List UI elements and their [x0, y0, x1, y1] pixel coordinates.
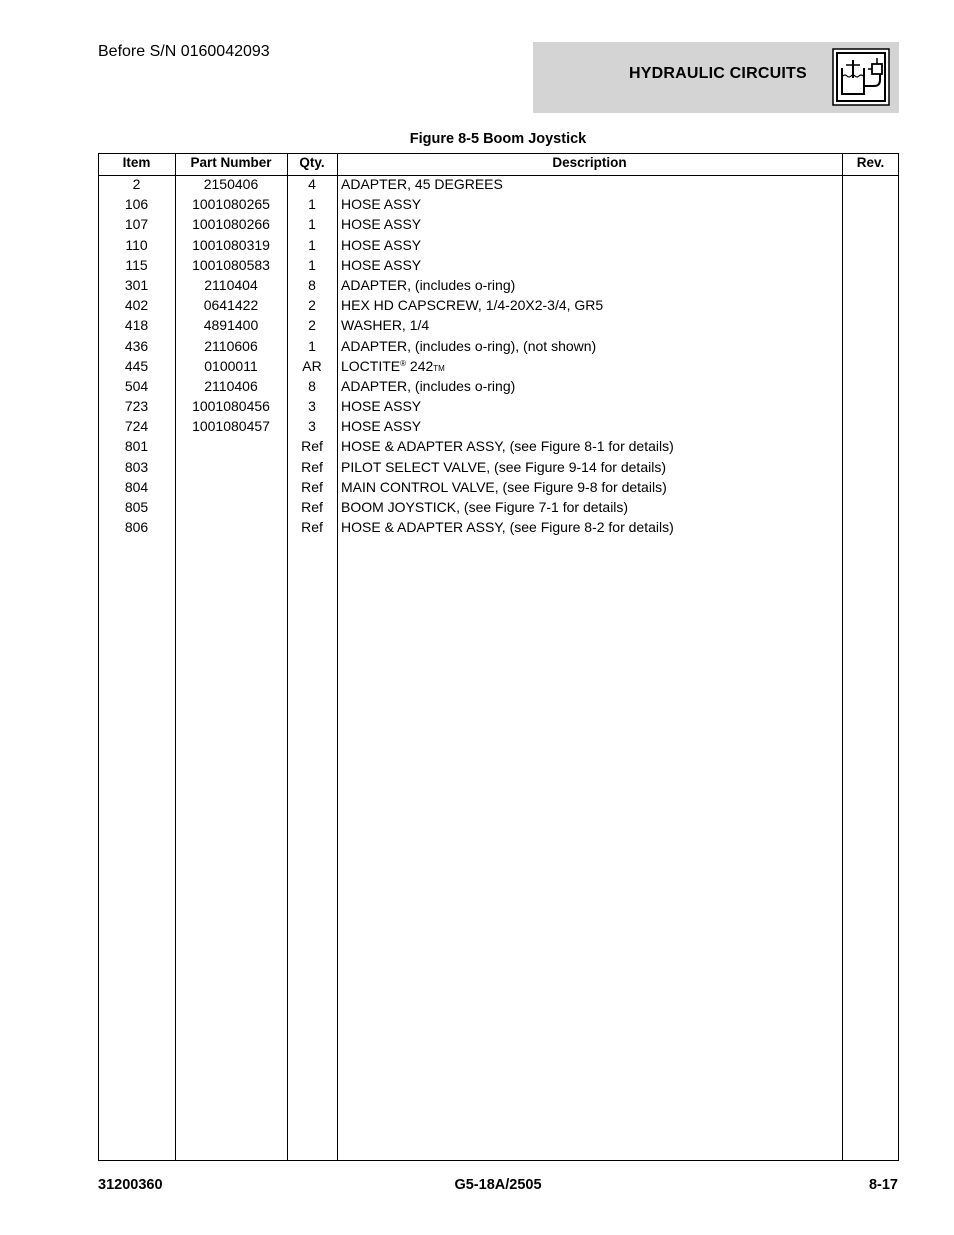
item-number: 445 — [124, 357, 149, 374]
description-number: 242 — [406, 357, 434, 374]
item-number: 2 — [132, 176, 141, 192]
header-description: Description — [552, 155, 627, 170]
header-part-number: Part Number — [190, 155, 272, 170]
quantity: Ref — [301, 478, 323, 495]
item-number: 110 — [125, 236, 148, 253]
description: HOSE ASSY — [341, 216, 422, 233]
page-number: 8-17 — [868, 1177, 898, 1193]
quantity: 1 — [308, 256, 316, 273]
quantity: 1 — [308, 216, 316, 233]
description: MAIN CONTROL VALVE, (see Figure 9-8 for details) — [341, 478, 667, 495]
section-title: HYDRAULIC CIRCUITS — [629, 65, 807, 82]
hydraulic-reservoir-icon — [832, 48, 890, 106]
table-row — [98, 457, 899, 477]
part-number: 0100011 — [204, 357, 258, 374]
document-number: 31200360 — [98, 1177, 163, 1193]
table-row — [98, 275, 899, 295]
quantity: Ref — [301, 458, 323, 475]
table-body — [98, 174, 899, 537]
serial-range: Before S/N 0160042093 — [98, 43, 270, 60]
table-row — [98, 295, 899, 315]
description: ADAPTER, 45 DEGREES — [341, 176, 503, 192]
description: HOSE & ADAPTER ASSY, (see Figure 8-2 for details) — [341, 519, 674, 536]
description-text: LOCTITE — [341, 357, 401, 374]
item-number: 402 — [124, 297, 149, 314]
table-row — [98, 235, 899, 255]
quantity: 8 — [308, 377, 316, 394]
description: HOSE ASSY — [341, 236, 422, 253]
description: ADAPTER, (includes o-ring), (not shown) — [341, 337, 597, 354]
item-number: 436 — [124, 337, 149, 354]
table-row — [98, 214, 899, 234]
table-row — [98, 194, 899, 214]
item-number: 115 — [125, 256, 148, 273]
quantity: Ref — [301, 519, 323, 536]
quantity: 2 — [308, 297, 316, 314]
description: HOSE ASSY — [341, 418, 422, 435]
item-number: 418 — [124, 317, 149, 334]
description: BOOM JOYSTICK, (see Figure 7-1 for details) — [341, 499, 629, 515]
description: ADAPTER, (includes o-ring) — [341, 377, 516, 394]
part-number: 1001080266 — [192, 216, 270, 233]
part-number: 1001080265 — [192, 196, 270, 213]
table-row — [98, 356, 899, 376]
quantity: 3 — [308, 398, 316, 415]
item-number: 806 — [124, 519, 149, 536]
quantity: 8 — [308, 276, 316, 293]
table-row — [98, 336, 899, 356]
header-qty: Qty. — [299, 155, 325, 170]
item-number: 804 — [124, 478, 149, 495]
table-row — [98, 517, 899, 537]
quantity: 2 — [308, 317, 316, 334]
table-row — [98, 376, 899, 396]
table-row — [98, 477, 899, 497]
description: PILOT SELECT VALVE, (see Figure 9-14 for details) — [341, 458, 666, 475]
quantity: 1 — [308, 196, 316, 213]
table-row — [98, 416, 899, 436]
part-number: 2150406 — [203, 176, 259, 192]
table-row — [98, 396, 899, 416]
figure-title: Figure 8-5 Boom Joystick — [409, 131, 587, 147]
model-number: G5-18A/2505 — [454, 1177, 542, 1193]
item-number: 803 — [124, 458, 149, 475]
trademark-mark: TM — [433, 363, 445, 373]
table-row — [98, 497, 899, 517]
item-number: 724 — [124, 418, 149, 435]
part-number: 2110406 — [204, 377, 258, 394]
quantity: 4 — [308, 176, 316, 192]
part-number: 1001080456 — [192, 398, 270, 415]
table-row — [98, 315, 899, 335]
header-rev: Rev. — [856, 155, 885, 170]
quantity: AR — [302, 357, 322, 374]
item-number: 805 — [124, 499, 149, 515]
part-number: 2110404 — [204, 276, 258, 293]
table-row — [98, 255, 899, 275]
table-row — [98, 436, 899, 456]
item-number: 301 — [124, 276, 149, 293]
registered-mark: ® — [400, 358, 407, 368]
part-number: 2110606 — [204, 337, 258, 354]
description: HOSE & ADAPTER ASSY, (see Figure 8-1 for details) — [341, 438, 674, 455]
table-row — [98, 174, 899, 194]
item-number: 504 — [124, 377, 149, 394]
part-number: 4891400 — [203, 317, 259, 334]
description: WASHER, 1/4 — [341, 317, 430, 334]
description: HOSE ASSY — [341, 398, 422, 415]
part-number: 1001080457 — [192, 418, 270, 435]
description: HOSE ASSY — [341, 196, 422, 213]
item-number: 723 — [124, 398, 149, 415]
quantity: 1 — [308, 236, 316, 253]
item-number: 106 — [124, 196, 149, 213]
item-number: 107 — [124, 216, 149, 233]
part-number: 1001080583 — [192, 256, 270, 273]
description: HEX HD CAPSCREW, 1/4-20X2-3/4, GR5 — [341, 297, 604, 314]
part-number: 1001080319 — [192, 236, 270, 253]
quantity: Ref — [301, 438, 323, 455]
description: ADAPTER, (includes o-ring) — [341, 276, 516, 293]
quantity: 3 — [308, 418, 316, 435]
header-item: Item — [122, 155, 151, 170]
quantity: 1 — [308, 337, 316, 354]
quantity: Ref — [301, 499, 323, 515]
item-number: 801 — [124, 438, 149, 455]
part-number: 0641422 — [203, 297, 259, 314]
description: HOSE ASSY — [341, 256, 422, 273]
